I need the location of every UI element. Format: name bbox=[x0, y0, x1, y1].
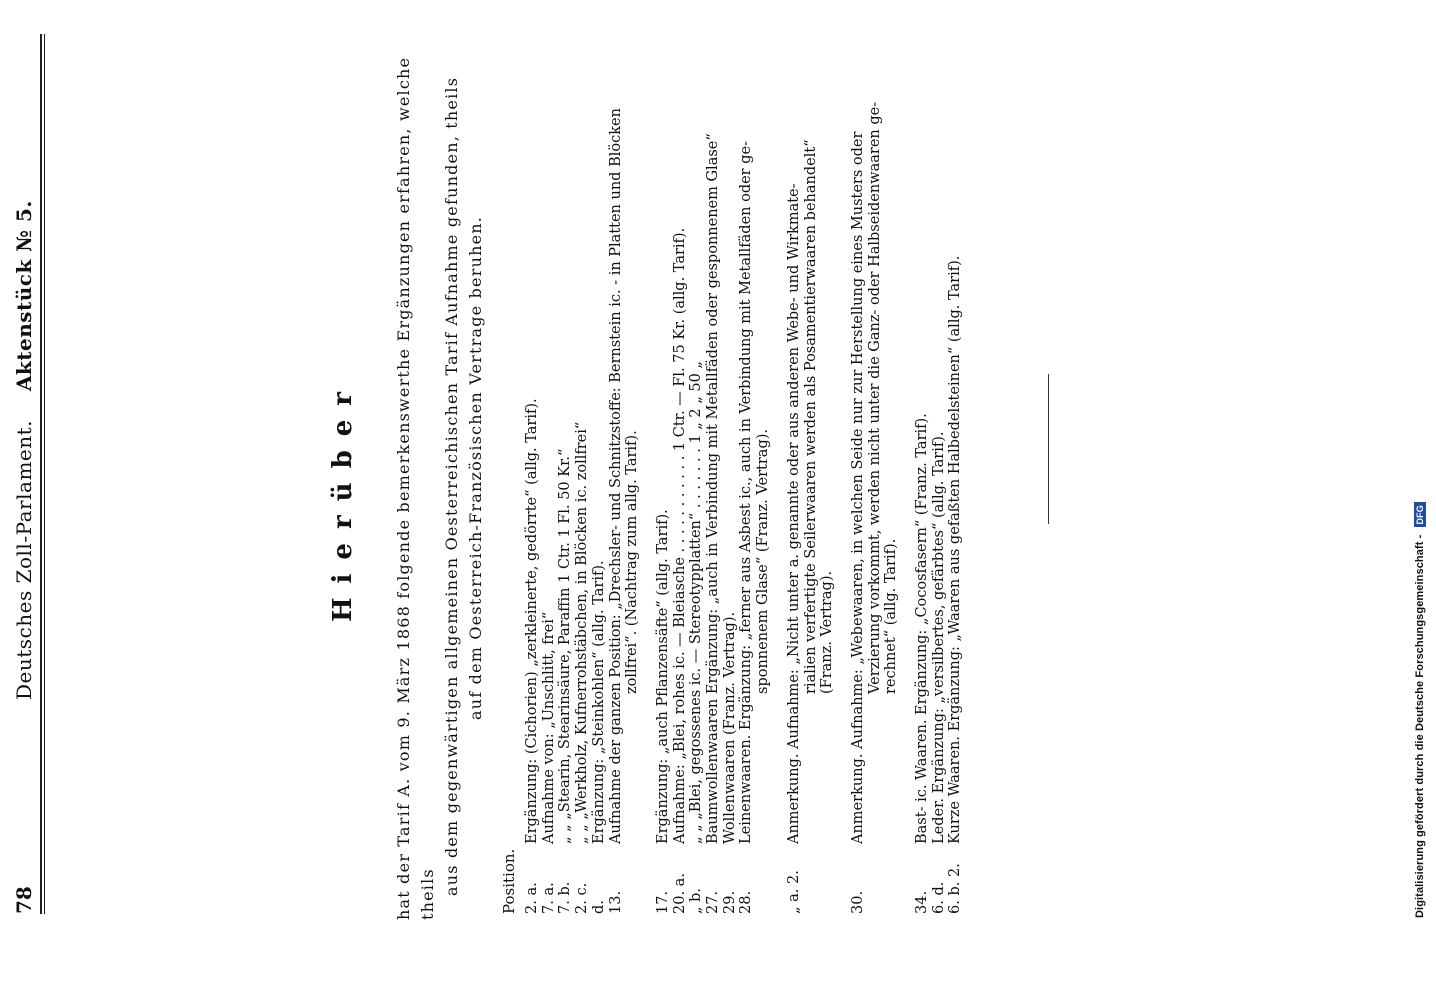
tariff-entry-row bbox=[850, 34, 867, 914]
tariff-entry-row bbox=[755, 34, 772, 914]
entry-text: „ „ „Blei, gegossenes ic. — Stereotypplatten“ . . . . . . . 1 „ 2 „ 50 „ bbox=[688, 361, 705, 844]
tariff-entry-row bbox=[722, 34, 739, 914]
tariff-entry-row bbox=[867, 34, 884, 914]
tariff-entry-row bbox=[574, 34, 591, 914]
tariff-entry-row bbox=[947, 34, 964, 914]
position-number: 6. b. 2. bbox=[947, 863, 964, 914]
entry-text: Bast- ic. Waaren. Ergänzung: „Cocosfasern“ (Franz. Tarif). bbox=[914, 413, 931, 844]
entry-gap bbox=[772, 34, 786, 914]
tariff-entry-row bbox=[803, 34, 820, 914]
position-number: 20. a. bbox=[671, 873, 688, 914]
entry-text: Wollenwaaren (Franz. Vertrag). bbox=[721, 611, 738, 844]
position-number bbox=[867, 844, 884, 914]
tariff-entry-row bbox=[541, 34, 558, 914]
position-number: 6. d. bbox=[930, 881, 947, 914]
entry-text: Aufnahme: „Blei, rohes ic. — Bleiasche . . . . . . . . . . . 1 Ctr. — Fl. 75 Kr. (allg. Tarif). bbox=[671, 227, 688, 844]
tariff-entry-row bbox=[914, 34, 931, 914]
digitization-credit bbox=[1414, 502, 1426, 918]
tariff-entries bbox=[524, 34, 964, 914]
running-header bbox=[12, 200, 36, 700]
position-number: 17. bbox=[654, 890, 671, 914]
tariff-entry-row bbox=[672, 34, 689, 914]
position-number: 28. bbox=[738, 890, 755, 914]
tariff-entry-row bbox=[883, 34, 900, 914]
entry-text: „ „ „Stearin, Stearinsäure, Paraffin 1 Ctr. 1 Fl. 50 Kr.“ bbox=[557, 448, 574, 844]
position-number: 13. bbox=[607, 890, 624, 914]
tariff-entry-row bbox=[524, 34, 541, 914]
entry-text: sponnenem Glase“ (Franz. Vertrag). bbox=[755, 429, 772, 694]
intro-line: hat der Tarif A. vom 9. März 1868 folgende bemerkenswerthe Ergänzungen erfahren, welche theils bbox=[394, 56, 437, 920]
entry-text: rechnet“ (allg. Tarif). bbox=[883, 538, 900, 694]
tariff-entry-row bbox=[738, 34, 755, 914]
credit-text: Digitalisierung gefördert durch die Deutsche Forschungsgemeinschaft - bbox=[1414, 534, 1426, 918]
entry-gap bbox=[641, 34, 655, 914]
position-number: „ b. bbox=[688, 887, 705, 914]
position-number bbox=[819, 844, 836, 914]
position-number bbox=[755, 844, 772, 914]
page-number: 78 bbox=[12, 886, 36, 914]
tariff-entry-row bbox=[655, 34, 672, 914]
entry-text: (Franz. Vertrag). bbox=[819, 570, 836, 694]
position-number bbox=[803, 844, 820, 914]
entry-text: Baumwollenwaaren Ergänzung: „auch in Verbindung mit Metallfäden oder gesponnenem Glase“ bbox=[705, 133, 722, 844]
tariff-entry-row bbox=[591, 34, 608, 914]
entry-text: Leinenwaaren. Ergänzung: „ferner aus Asbest ic., auch in Verbindung mit Metallfäden oder ge- bbox=[738, 141, 755, 844]
entry-text: Anmerkung. Aufnahme: „Nicht unter a. genannte oder aus anderen Webe- und Wirkmate- bbox=[785, 183, 802, 844]
tariff-entry-row bbox=[557, 34, 574, 914]
entry-gap bbox=[900, 34, 914, 914]
tariff-entry-row bbox=[786, 34, 803, 914]
tariff-entry-row bbox=[624, 34, 641, 914]
header-rule-thin bbox=[44, 34, 45, 914]
position-number: 2. c. bbox=[574, 882, 591, 914]
entry-text: „ „ „Werkholz, Kufnerrohstäbchen, in Blöcken ic. zollfrei“ bbox=[574, 421, 591, 844]
position-number: 7. b. bbox=[557, 881, 574, 914]
entry-text: Aufnahme der ganzen Position: „Drechsler- und Schnitzstoffe: Bernstein ic. - in Platten und Blöcken bbox=[607, 108, 624, 844]
document-number: Aktenstück № 5. bbox=[12, 200, 36, 392]
position-number: 29. bbox=[721, 890, 738, 914]
position-number bbox=[883, 844, 900, 914]
position-number: 30. bbox=[849, 890, 866, 914]
entry-text: Leder. Ergänzung: „versilbertes, gefärbtes“ (allg. Tarif). bbox=[930, 431, 947, 844]
entry-text: zollfrei“. (Nachtrag zum allg. Tarif). bbox=[624, 430, 641, 694]
section-heading: Hierüber bbox=[328, 378, 358, 623]
margin-rule bbox=[1048, 374, 1049, 524]
entry-text: Ergänzung: „auch Pflanzensäfte“ (allg. Tarif). bbox=[654, 509, 671, 844]
tariff-entry-row bbox=[705, 34, 722, 914]
entry-text: Aufnahme von: „Unschlitt, frei“ bbox=[540, 611, 557, 844]
position-number bbox=[624, 844, 641, 914]
intro-line: aus dem gegenwärtigen allgemeinen Oesterreichischen Tarif Aufnahme gefunden, theils bbox=[442, 76, 461, 896]
header-title: Deutsches Zoll-Parlament. bbox=[12, 419, 36, 700]
position-number: 2. a. bbox=[524, 882, 540, 914]
position-number: 7. a. bbox=[540, 882, 557, 914]
position-number: 34. bbox=[914, 890, 931, 914]
header-rule bbox=[40, 34, 42, 914]
tariff-entry-row bbox=[931, 34, 948, 914]
entry-text: rialien verfertigte Seilerwaaren werden als Posamentierwaaren behandelt“ bbox=[802, 139, 819, 694]
tariff-entry-row bbox=[688, 34, 705, 914]
intro-line: auf dem Oesterreich-Französischen Vertrage beruhen. bbox=[466, 215, 485, 720]
entry-gap bbox=[836, 34, 850, 914]
entry-text: Verzierung vorkommt, werden nicht unter die Ganz- oder Halbseidenwaaren ge- bbox=[866, 101, 883, 694]
tariff-entry-row bbox=[819, 34, 836, 914]
tariff-entry-row bbox=[608, 34, 625, 914]
dfg-logo: DFG bbox=[1414, 502, 1426, 527]
entry-text: Anmerkung. Aufnahme: „Webewaaren, in welchen Seide nur zur Herstellung eines Musters oder bbox=[849, 131, 866, 844]
position-number: d. bbox=[590, 900, 607, 914]
entry-text: Ergänzung: „Steinkohlen“ (allg. Tarif). bbox=[590, 560, 607, 844]
position-column-label: Position. bbox=[500, 848, 518, 914]
entry-text: Kurze Waaren. Ergänzung: „Waaren aus gefaßten Halbedelsteinen“ (allg. Tarif). bbox=[947, 255, 964, 844]
entry-text: Ergänzung: (Cichorien) „zerkleinerte, gedörrte“ (allg. Tarif). bbox=[524, 398, 540, 844]
position-number: „ a. 2. bbox=[785, 870, 802, 914]
intro-paragraph bbox=[392, 40, 488, 920]
position-number: 27. bbox=[705, 890, 722, 914]
